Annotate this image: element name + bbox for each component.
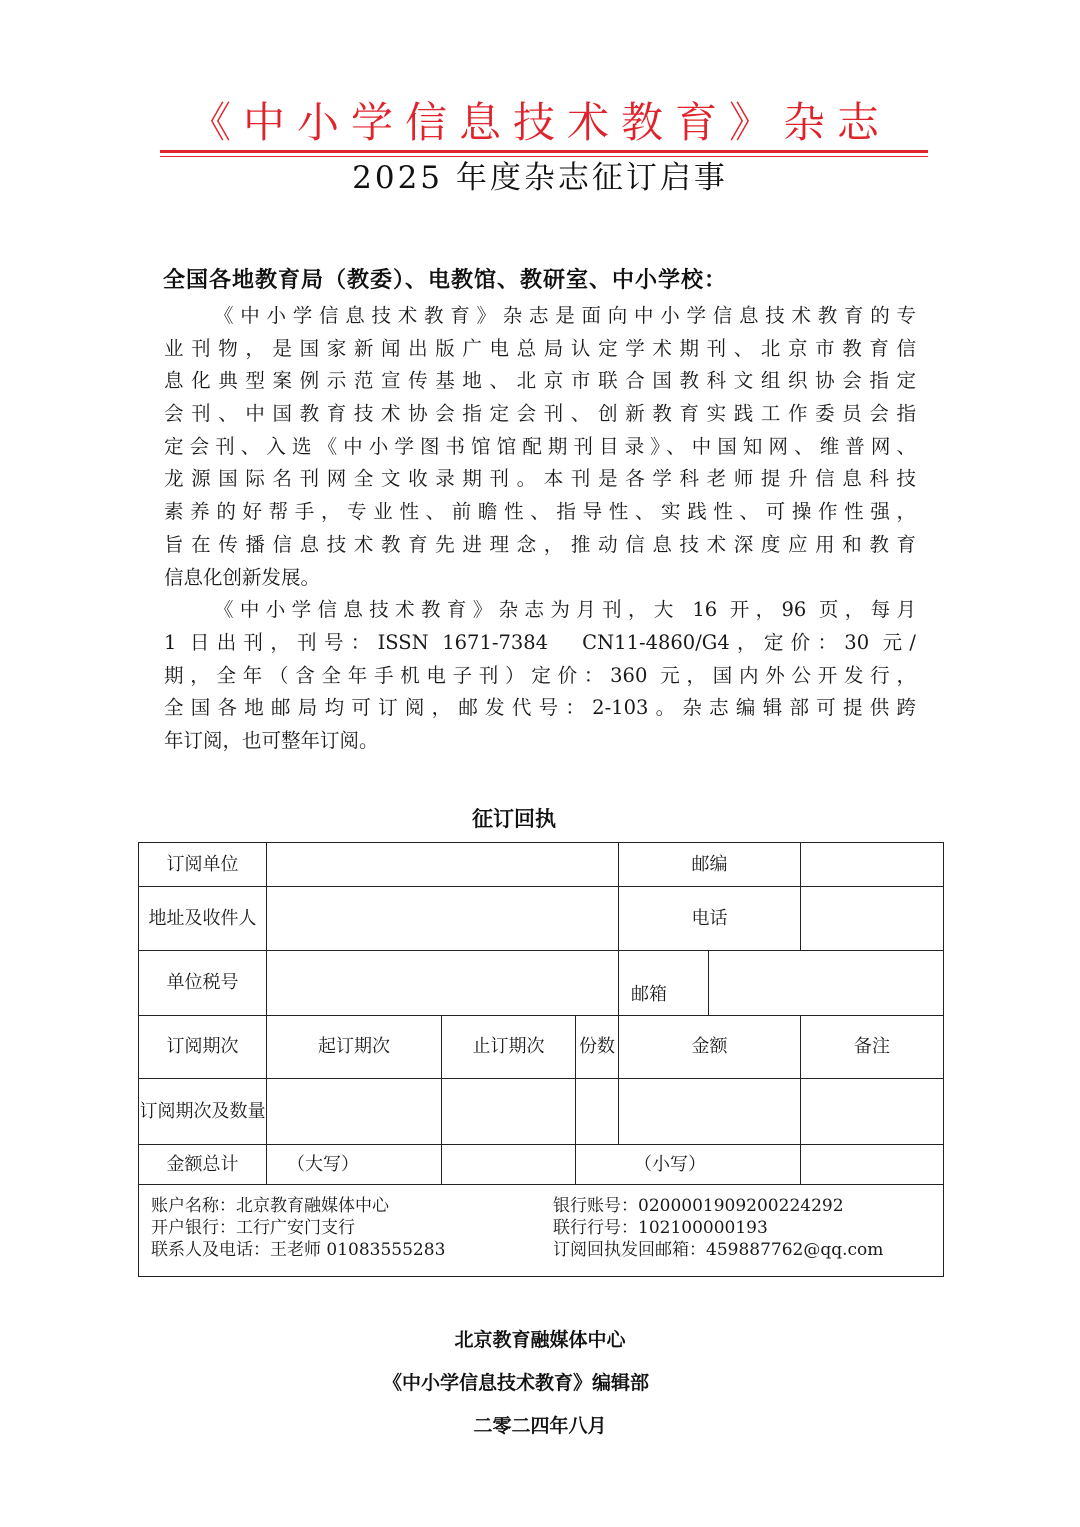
subscription-form	[138, 842, 944, 1277]
field-amount[interactable]	[619, 1079, 801, 1145]
reply-email: 订阅回执发回邮箱：459887762@qq.com	[553, 1240, 884, 1260]
header-note: 备注	[801, 1016, 944, 1079]
bank-code: 联行行号：102100000193	[553, 1218, 768, 1238]
notice-addressee: 全国各地教育局（教委）、电教馆、教研室、中小学校：	[163, 268, 728, 293]
body-line: 素养的好帮手，专业性、前瞻性、指导性、实践性、可操作性强，	[164, 500, 916, 524]
label-amount-lowercase: （小写）	[576, 1145, 801, 1185]
body-line: 期，全年（含全年手机电子刊）定价：360 元，国内外公开发行，	[164, 663, 916, 687]
bank-account-number: 银行账号：0200001909200224292	[553, 1196, 844, 1216]
signature-date: 二零二四年八月	[473, 1415, 607, 1437]
body-line: 《中小学信息技术教育》杂志为月刊，大 16 开，96 页，每月	[214, 598, 916, 622]
form-heading: 征订回执	[472, 807, 556, 831]
body-line: 旨在传播信息技术教育先进理念，推动信息技术深度应用和教育	[164, 532, 916, 556]
body-line: 信息化创新发展。	[164, 565, 321, 589]
header-start-issue: 起订期次	[267, 1016, 442, 1079]
field-address-recipient[interactable]	[267, 887, 619, 951]
field-amount-lowercase[interactable]	[801, 1145, 944, 1185]
body-line: 会刊、中国教育技术协会指定会刊、创新教育实践工作委员会指	[164, 402, 916, 426]
masthead-rule-thick	[160, 150, 928, 153]
body-line: 龙源国际名刊网全文收录期刊。本刊是各学科老师提升信息科技	[164, 467, 916, 491]
header-amount: 金额	[619, 1016, 801, 1079]
contact-person: 联系人及电话：王老师 01083555283	[151, 1240, 446, 1260]
field-phone[interactable]	[801, 887, 944, 951]
notice-subtitle: 2025 年度杂志征订启事	[352, 160, 728, 196]
body-line: 1 日出刊，刊号：ISSN 1671-7384 CN11-4860/G4，定价：30 元/	[164, 630, 916, 654]
field-note[interactable]	[801, 1079, 944, 1145]
label-subscription-period: 订阅期次	[139, 1016, 267, 1079]
field-postcode[interactable]	[801, 843, 944, 887]
label-email: 邮箱	[619, 951, 709, 1016]
field-start-issue[interactable]	[267, 1079, 442, 1145]
signature-organization: 北京教育融媒体中心	[454, 1329, 626, 1351]
body-line: 定会刊、入选《中小学图书馆馆配期刊目录》、中国知网、维普网、	[164, 434, 916, 458]
masthead-title: 《中小学信息技术教育》杂志	[188, 98, 891, 147]
body-line: 年订阅，也可整年订阅。	[164, 728, 379, 752]
body-line: 息化典型案例示范宣传基地、北京市联合国教科文组织协会指定	[164, 369, 916, 393]
field-end-issue[interactable]	[442, 1079, 576, 1145]
label-address-recipient: 地址及收件人	[139, 887, 267, 951]
header-copies: 份数	[576, 1016, 619, 1079]
label-subscribing-unit: 订阅单位	[139, 843, 267, 887]
label-postcode: 邮编	[619, 843, 801, 887]
body-line: 业刊物，是国家新闻出版广电总局认定学术期刊、北京市教育信	[164, 336, 916, 360]
bank-info	[139, 1185, 944, 1277]
body-line: 《中小学信息技术教育》杂志是面向中小学信息技术教育的专	[214, 304, 916, 327]
body-line: 全国各地邮局均可订阅，邮发代号：2-103。杂志编辑部可提供跨	[164, 696, 916, 720]
label-tax-id: 单位税号	[139, 951, 267, 1016]
field-tax-id[interactable]	[267, 951, 619, 1016]
label-period-and-quantity: 订阅期次及数量	[139, 1079, 267, 1145]
signature-department: 《中小学信息技术教育》编辑部	[382, 1372, 649, 1394]
bank-name: 开户银行：工行广安门支行	[151, 1218, 355, 1238]
field-subscribing-unit[interactable]	[267, 843, 619, 887]
masthead-rule-thin	[160, 156, 928, 157]
label-total-amount: 金额总计	[139, 1145, 267, 1185]
field-amount-uppercase[interactable]	[442, 1145, 576, 1185]
header-end-issue: 止订期次	[442, 1016, 576, 1079]
label-amount-uppercase: （大写）	[267, 1145, 442, 1185]
field-email[interactable]	[709, 951, 944, 1016]
notice-body	[164, 300, 916, 758]
field-copies[interactable]	[576, 1079, 619, 1145]
label-phone: 电话	[619, 887, 801, 951]
account-name: 账户名称：北京教育融媒体中心	[151, 1196, 389, 1216]
